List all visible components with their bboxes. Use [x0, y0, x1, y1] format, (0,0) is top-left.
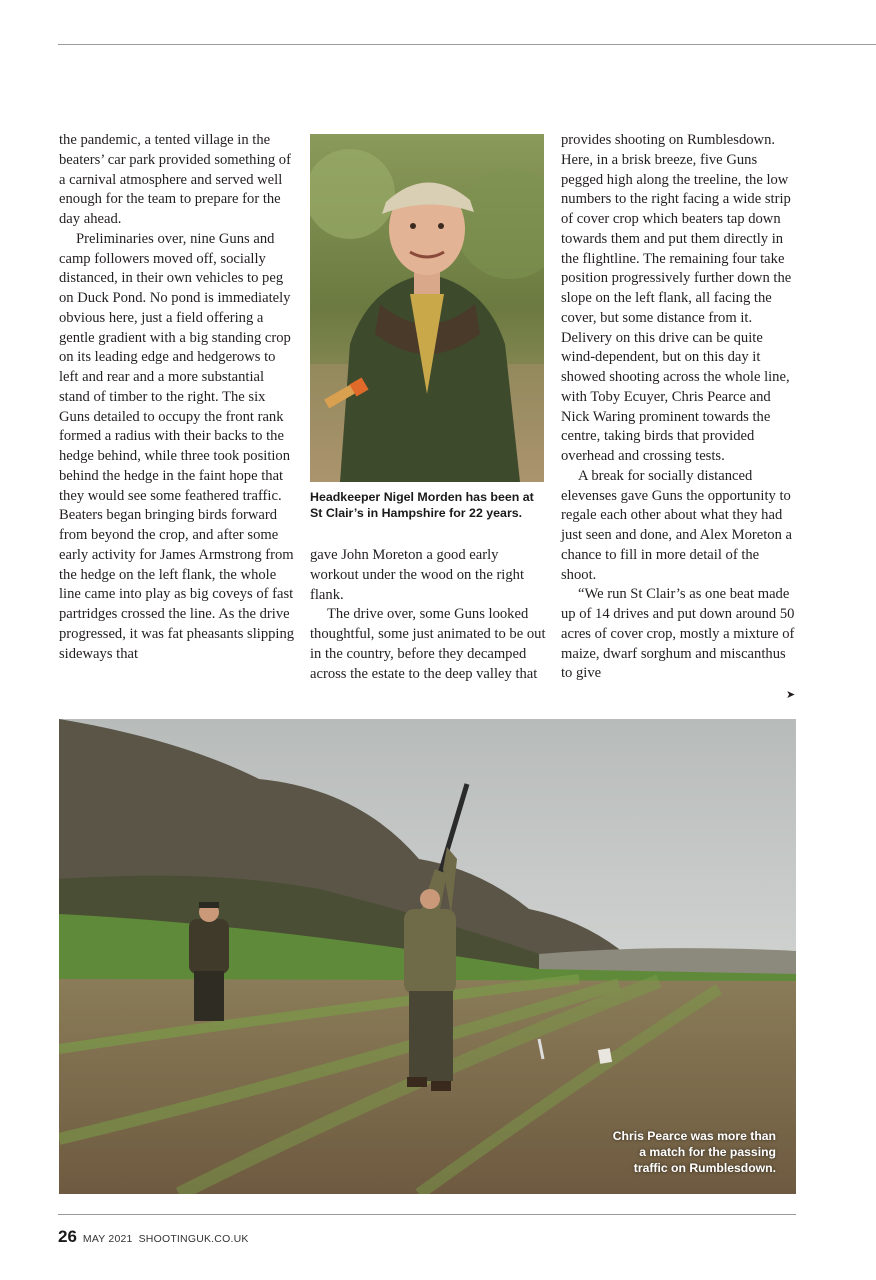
issue-date: MAY 2021 [82, 1233, 133, 1245]
paragraph: gave John Moreton a good early workout under the wood on the right flank. [310, 547, 525, 603]
portrait-illustration [310, 134, 544, 482]
page-number: 26 [58, 1227, 77, 1246]
article-column-1 [59, 131, 295, 664]
paragraph: “We run St Clair’s as one beat made up of 14 drives and put down around 50 acres of cover crop, mostly a mixture of maize, dwarf sorghum and miscanthus to give [561, 586, 795, 682]
paragraph: A break for socially distanced elevenses gave Guns the opportunity to regale each other about what they had just seen and done, and Alex Moreton a chance to fill in more detail of the shoot. [561, 467, 793, 583]
paragraph: Preliminaries over, nine Guns and camp followers moved off, socially distanced, in their own vehicles to peg on Duck Pond. No pond is immediately obvious here, just a field offering a gentle gradient with a big standing crop on its leading edge and hedgerows to left and rear and a more substantial stand of timber to the right. The six Guns detailed to occupy the front rank formed a radius with their backs to the hedge behind, while three took position behind the hedge in the faint hope that they would see some feathered traffic. Beaters began bringing birds forward from beyond the crop, and after some early activity for James Armstrong from the hedge on the left flank, the whole line came into play as big coveys of fast partridges crossed the line. As the drive progressed, it was fat pheasants slipping sideways that [59, 230, 295, 662]
shooting-field-photo [59, 719, 796, 1194]
portrait-caption: Headkeeper Nigel Morden has been at St Clair’s in Hampshire for 22 years. [310, 490, 534, 520]
continue-arrow-icon: ➤ [786, 688, 796, 701]
headkeeper-portrait-photo [310, 134, 544, 482]
top-rule [58, 44, 876, 45]
paragraph: The drive over, some Guns looked thoughtful, some just animated to be out in the country, before they decamped across the estate to the deep valley that [310, 606, 546, 682]
left-gun-figure [189, 902, 229, 1021]
landscape-caption: Chris Pearce was more than a match for the passing traffic on Rumblesdown. [612, 1129, 776, 1175]
bottom-rule [58, 1214, 796, 1215]
website-link[interactable]: SHOOTINGUK.CO.UK [138, 1233, 249, 1245]
page-footer [58, 1227, 249, 1247]
article-column-3 [561, 131, 797, 684]
landscape-illustration [59, 719, 796, 1194]
paragraph: the pandemic, a tented village in the beaters’ car park provided something of a carnival atmosphere and served well enough for the team to prepare for the day ahead. [59, 132, 291, 227]
article-column-2 [310, 546, 546, 684]
paragraph: provides shooting on Rumblesdown. Here, in a brisk breeze, five Guns pegged high along the treeline, the low numbers to the right facing a wide strip of cover crop which beaters tap down towards them and put them directly in the flightline. The remaining four take position progressively further down the slope on the left flank, all facing the cover, but some distance from it. Delivery on this drive can be quite wind-dependent, but on this day it showed shooting across the whole line, with Toby Ecuyer, Chris Pearce and Nick Waring prominent towards the centre, taking birds that provided overhead and crossing tests. [561, 132, 792, 464]
